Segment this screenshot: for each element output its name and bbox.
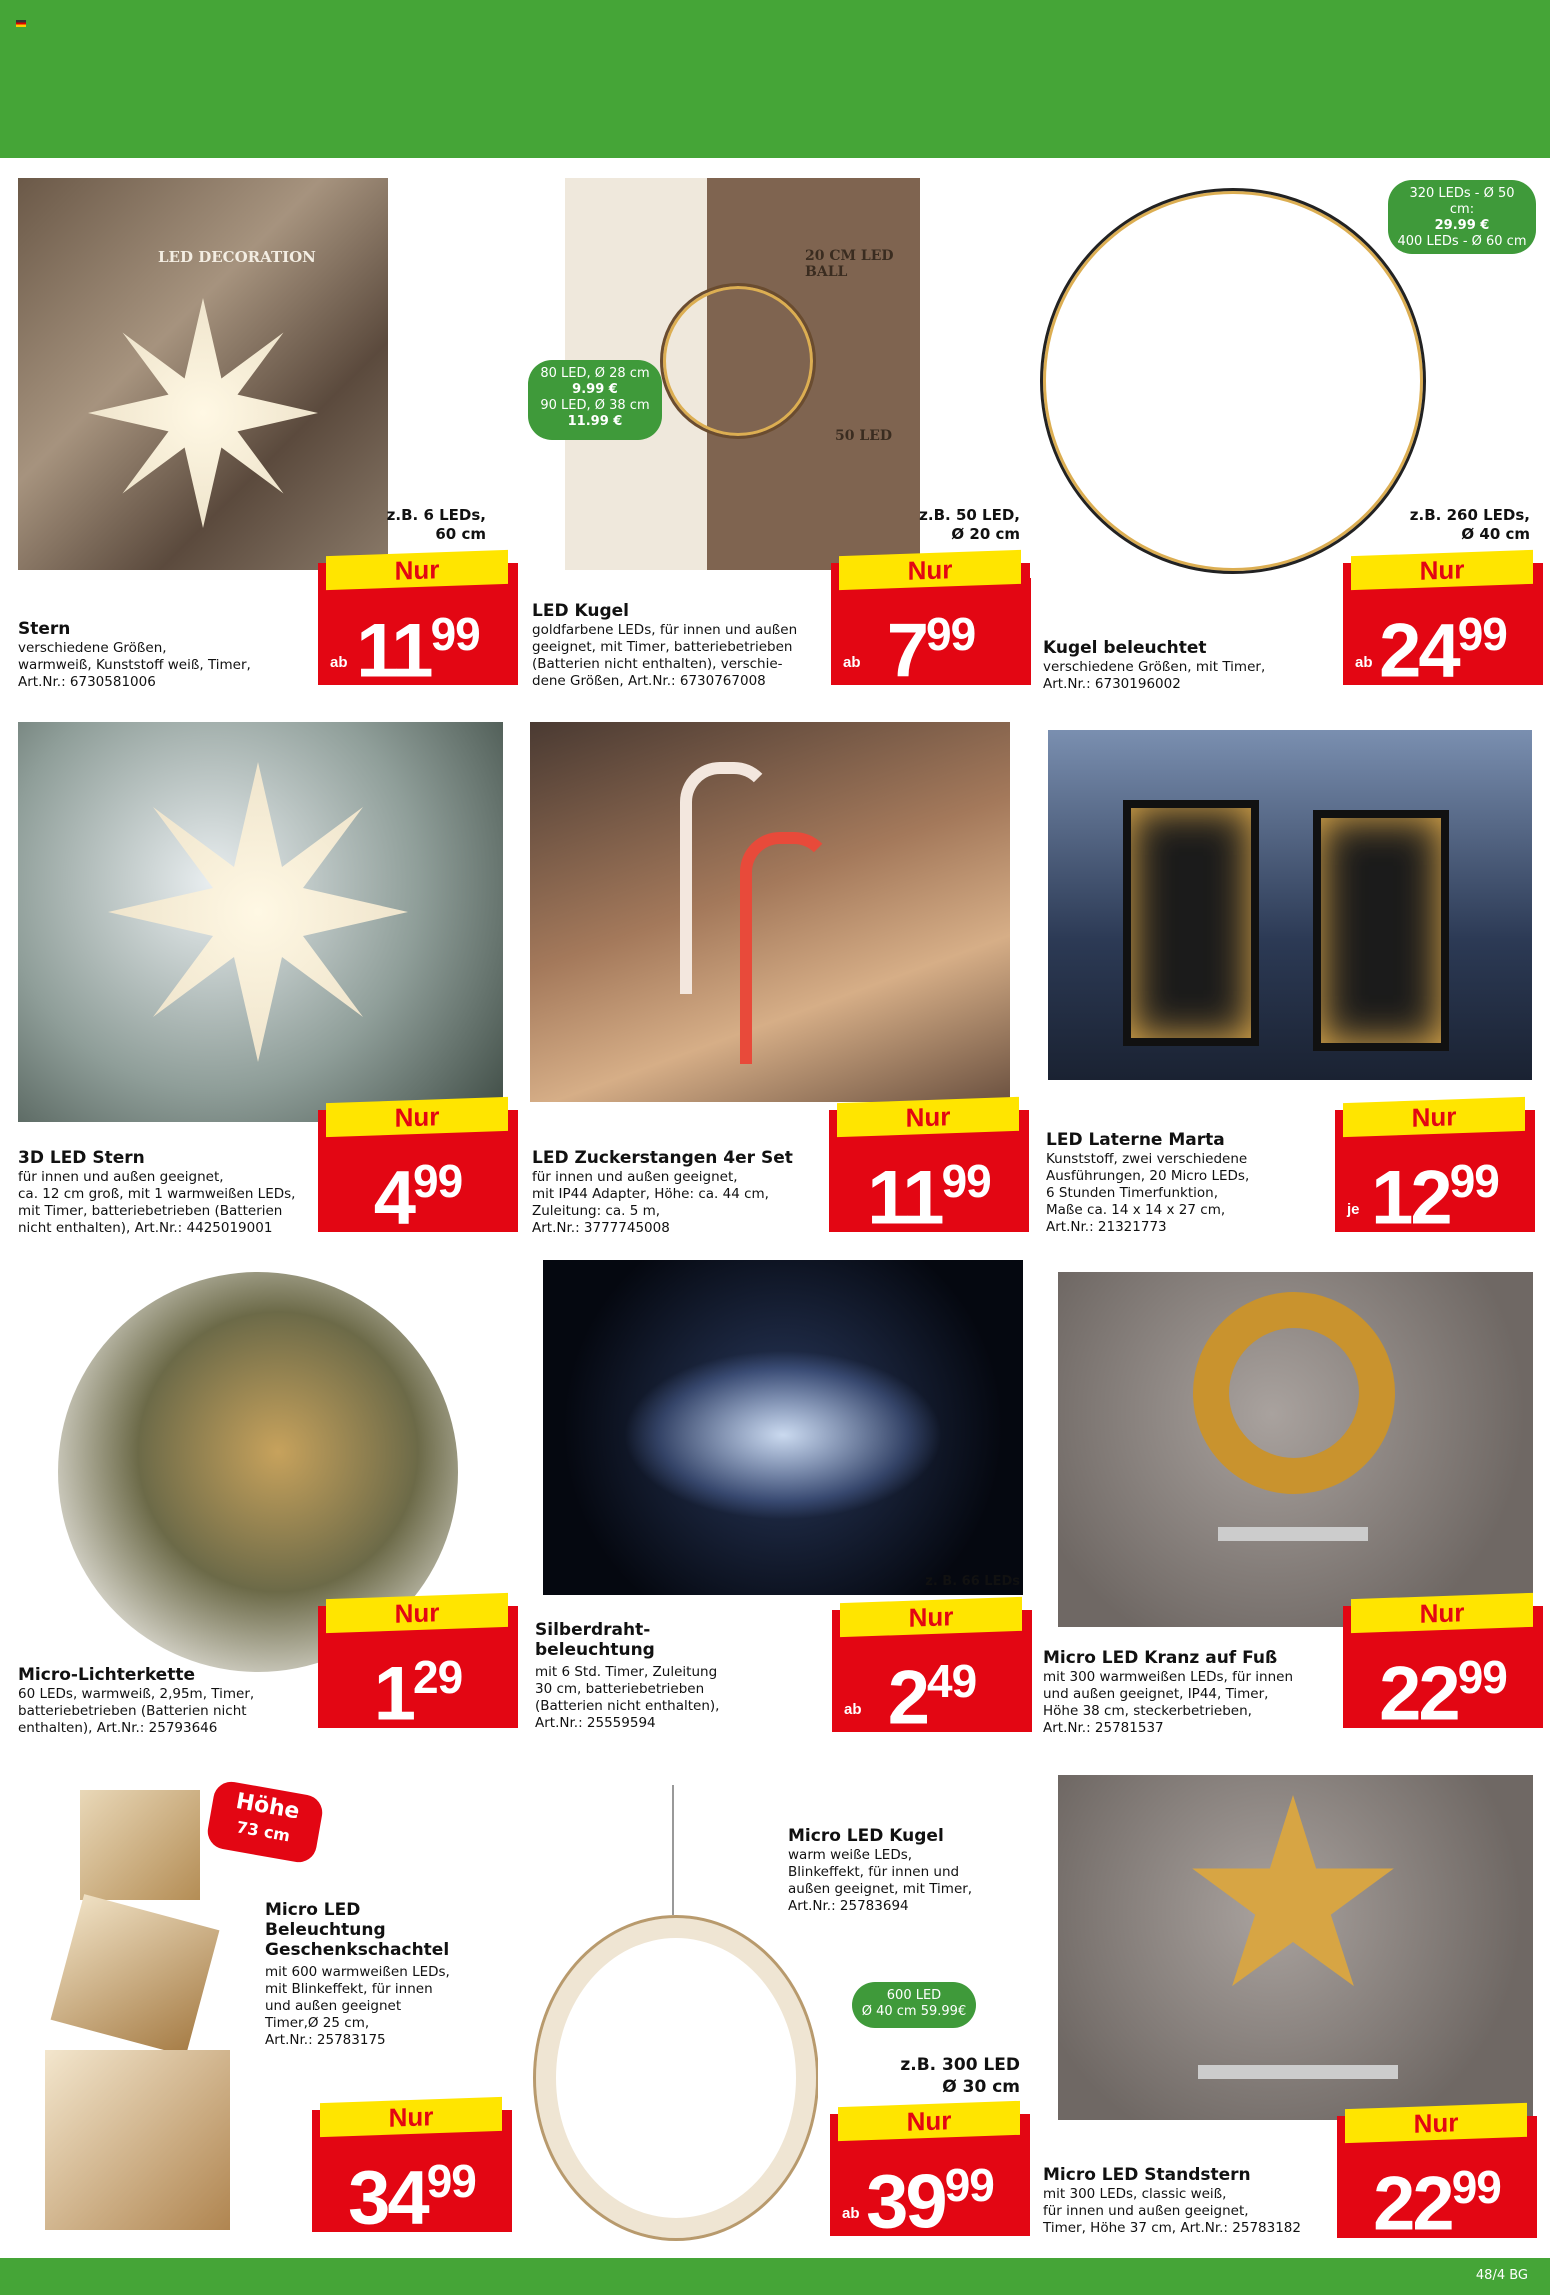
price-tag-geschenkschachtel — [312, 2101, 512, 2241]
product-title-micro-lichterkette: Micro-Lichterkette — [18, 1665, 195, 1685]
product-image-micro-led-kranz — [1058, 1272, 1533, 1627]
product-title-micro-led-standstern: Micro LED Standstern — [1043, 2165, 1251, 2185]
price-value: $11^{99}$ — [867, 1155, 991, 1241]
wreath-stand — [1218, 1527, 1368, 1541]
price-prefix: ab — [330, 654, 348, 671]
product-desc-led-laterne-marta: Kunststoff, zwei verschiedene Ausführungen, 20 Micro LEDs, 6 Stunden Timerfunktion, Maße ca. 14 x 14 x 27 cm, Art.Nr.: 21321773 — [1046, 1151, 1250, 1235]
flag-icon — [16, 20, 26, 27]
price-prefix: je — [1347, 1201, 1360, 1218]
box-label-leds: 50 LED — [835, 428, 893, 444]
price-tag-led-zuckerstangen — [829, 1101, 1029, 1241]
price-value: $24^{99}$ — [1379, 608, 1507, 694]
product-title-led-zuckerstangen: LED Zuckerstangen 4er Set — [532, 1148, 793, 1168]
nur-label: Nur — [326, 1593, 508, 1633]
price-tag-micro-lichterkette — [318, 1597, 518, 1737]
price-tag-kugel-beleuchtet — [1343, 554, 1543, 694]
nur-label: Nur — [326, 1097, 508, 1137]
product-desc-kugel-beleuchtet: verschiedene Größen, mit Timer, Art.Nr.: 6730196002 — [1043, 659, 1266, 692]
price-tag-micro-led-kranz — [1343, 1597, 1543, 1737]
product-desc-micro-led-kugel: warm weiße LEDs, Blinkeffekt, für innen und außen geeignet, mit Timer, Art.Nr.: 25783694 — [788, 1847, 973, 1914]
product-title-3d-led-stern: 3D LED Stern — [18, 1148, 145, 1168]
price-value: $22^{99}$ — [1373, 2161, 1501, 2247]
nur-label: Nur — [839, 550, 1021, 590]
nur-label: Nur — [837, 1097, 1019, 1137]
variant-pill-led-kugel: 80 LED, Ø 28 cm 9.99 € 90 LED, Ø 38 cm 11.99 € — [528, 360, 662, 440]
price-tag-micro-led-kugel — [830, 2105, 1030, 2245]
product-desc-micro-led-standstern: mit 300 LEDs, classic weiß, für innen und außen geeignet, Timer, Höhe 37 cm, Art.Nr.: 25783182 — [1043, 2186, 1301, 2236]
product-title-geschenkschachtel: Micro LED Beleuchtung Geschenkschachtel — [265, 1900, 450, 1960]
spec-led-kugel: z.B. 50 LED, Ø 20 cm — [919, 506, 1020, 543]
product-title-kugel-beleuchtet: Kugel beleuchtet — [1043, 638, 1207, 658]
nur-label: Nur — [326, 550, 508, 590]
product-image-3d-led-stern — [18, 722, 503, 1122]
price-tag-silberdrahtbeleuchtung — [832, 1601, 1032, 1741]
price-prefix: ab — [843, 654, 861, 671]
gift-box-icon — [45, 2050, 230, 2230]
price-prefix: ab — [844, 1701, 862, 1718]
spec-stern: z.B. 6 LEDs, 60 cm — [386, 506, 486, 543]
price-value: $12^{99}$ — [1371, 1155, 1499, 1241]
price-tag-3d-led-stern — [318, 1101, 518, 1241]
nur-label: Nur — [840, 1597, 1022, 1637]
gift-box-icon — [80, 1790, 200, 1900]
product-title-micro-led-kugel: Micro LED Kugel — [788, 1826, 944, 1846]
ball-icon — [660, 283, 816, 439]
nur-label: Nur — [1351, 550, 1533, 590]
header-bar — [0, 0, 1550, 158]
product-image-led-zuckerstangen — [530, 722, 1010, 1102]
lantern-icon — [1123, 800, 1259, 1046]
product-desc-micro-led-kranz: mit 300 warmweißen LEDs, für innen und außen geeignet, IP44, Timer, Höhe 38 cm, steckerbetrieben, Art.Nr.: 25781537 — [1043, 1669, 1294, 1736]
product-image-micro-led-standstern — [1058, 1775, 1533, 2120]
product-desc-led-kugel: goldfarbene LEDs, für innen und außen geeignet, mit Timer, batteriebetrieben (Batterien nicht enthalten), verschie- dene Größen, Art.Nr.: 6730767008 — [532, 622, 798, 689]
nur-label: Nur — [1351, 1593, 1533, 1633]
nur-label: Nur — [1343, 1097, 1525, 1137]
star-icon — [108, 762, 408, 1062]
spec-kugel-beleuchtet: z.B. 260 LEDs, Ø 40 cm — [1409, 506, 1530, 543]
nur-label: Nur — [320, 2097, 502, 2137]
product-desc-geschenkschachtel: mit 600 warmweißen LEDs, mit Blinkeffekt, für innen und außen geeignet Timer,Ø 25 cm, Art.Nr.: 25783175 — [265, 1964, 450, 2048]
product-image-micro-led-kugel — [528, 1785, 818, 2255]
product-title-silberdrahtbeleuchtung: Silberdraht- beleuchtung — [535, 1620, 655, 1660]
variant-pill-micro-led-kugel: 600 LED Ø 40 cm 59.99€ — [852, 1982, 976, 2028]
product-desc-silberdrahtbeleuchtung: mit 6 Std. Timer, Zuleitung 30 cm, batteriebetrieben (Batterien nicht enthalten), Art.Nr.: 25559594 — [535, 1664, 720, 1731]
product-desc-led-zuckerstangen: für innen und außen geeignet, mit IP44 Adapter, Höhe: ca. 44 cm, Zuleitung: ca. 5 m, Art.Nr.: 3777745008 — [532, 1169, 769, 1236]
price-value: $4^{99}$ — [373, 1155, 463, 1241]
product-image-silberdrahtbeleuchtung — [543, 1260, 1023, 1595]
candy-cane-icon — [740, 832, 834, 1064]
star-icon — [88, 298, 318, 528]
product-title-led-kugel: LED Kugel — [532, 601, 629, 621]
product-desc-3d-led-stern: für innen und außen geeignet, ca. 12 cm groß, mit 1 warmweißen LEDs, mit Timer, batteriebetrieben (Batterien nicht enthalten), Art.Nr.: 4425019001 — [18, 1169, 296, 1236]
gift-box-icon — [51, 1894, 220, 2056]
star-icon — [1188, 1795, 1398, 2005]
spec-micro-led-kugel: z.B. 300 LED Ø 30 cm — [900, 2055, 1020, 2097]
product-desc-stern: verschiedene Größen, warmweiß, Kunststoff weiß, Timer, Art.Nr.: 6730581006 — [18, 640, 251, 690]
price-value: $1^{29}$ — [373, 1651, 463, 1737]
box-label: 20 CM LED BALL — [805, 248, 894, 280]
star-stand — [1198, 2065, 1398, 2079]
price-value: $7^{99}$ — [886, 608, 976, 694]
ball-icon — [533, 1915, 818, 2241]
price-value: $2^{49}$ — [887, 1655, 977, 1741]
box-label: LED DECORATION — [158, 248, 316, 266]
price-tag-led-laterne-marta — [1335, 1101, 1535, 1241]
price-prefix: ab — [842, 2205, 860, 2222]
price-value: $11^{99}$ — [356, 608, 480, 694]
footer-bar — [0, 2258, 1550, 2295]
lantern-icon — [1313, 810, 1449, 1051]
price-prefix: ab — [1355, 654, 1373, 671]
spec-silberdrahtbeleuchtung: z. B. 66 LEDs — [925, 1574, 1020, 1589]
wreath-icon — [1193, 1292, 1395, 1494]
product-title-led-laterne-marta: LED Laterne Marta — [1046, 1130, 1225, 1150]
nur-label: Nur — [1345, 2103, 1527, 2143]
product-title-stern: Stern — [18, 619, 71, 639]
page-number: 48/4 BG — [1475, 2268, 1528, 2283]
price-value: $22^{99}$ — [1379, 1651, 1507, 1737]
variant-pill-kugel-beleuchtet: 320 LEDs - Ø 50 cm: 29.99 € 400 LEDs - Ø 60 cm - 39.99 € — [1388, 180, 1536, 254]
price-tag-led-kugel — [831, 554, 1031, 694]
product-image-geschenkschachtel — [30, 1780, 250, 2250]
nur-label: Nur — [838, 2101, 1020, 2141]
hanging-wire — [672, 1785, 674, 1915]
fairy-lights-icon — [623, 1350, 943, 1520]
price-value: $34^{99}$ — [348, 2155, 476, 2241]
product-desc-micro-lichterkette: 60 LEDs, warmweiß, 2,95m, Timer, batteriebetrieben (Batterien nicht enthalten), Art.Nr.: 25793646 — [18, 1686, 255, 1736]
product-title-micro-led-kranz: Micro LED Kranz auf Fuß — [1043, 1648, 1278, 1668]
price-tag-stern — [318, 554, 518, 694]
height-badge: Höhe 73 cm — [205, 1779, 325, 1865]
price-tag-micro-led-standstern — [1337, 2107, 1537, 2247]
price-value: $39^{99}$ — [866, 2159, 994, 2245]
product-image-led-laterne-marta — [1048, 730, 1532, 1080]
